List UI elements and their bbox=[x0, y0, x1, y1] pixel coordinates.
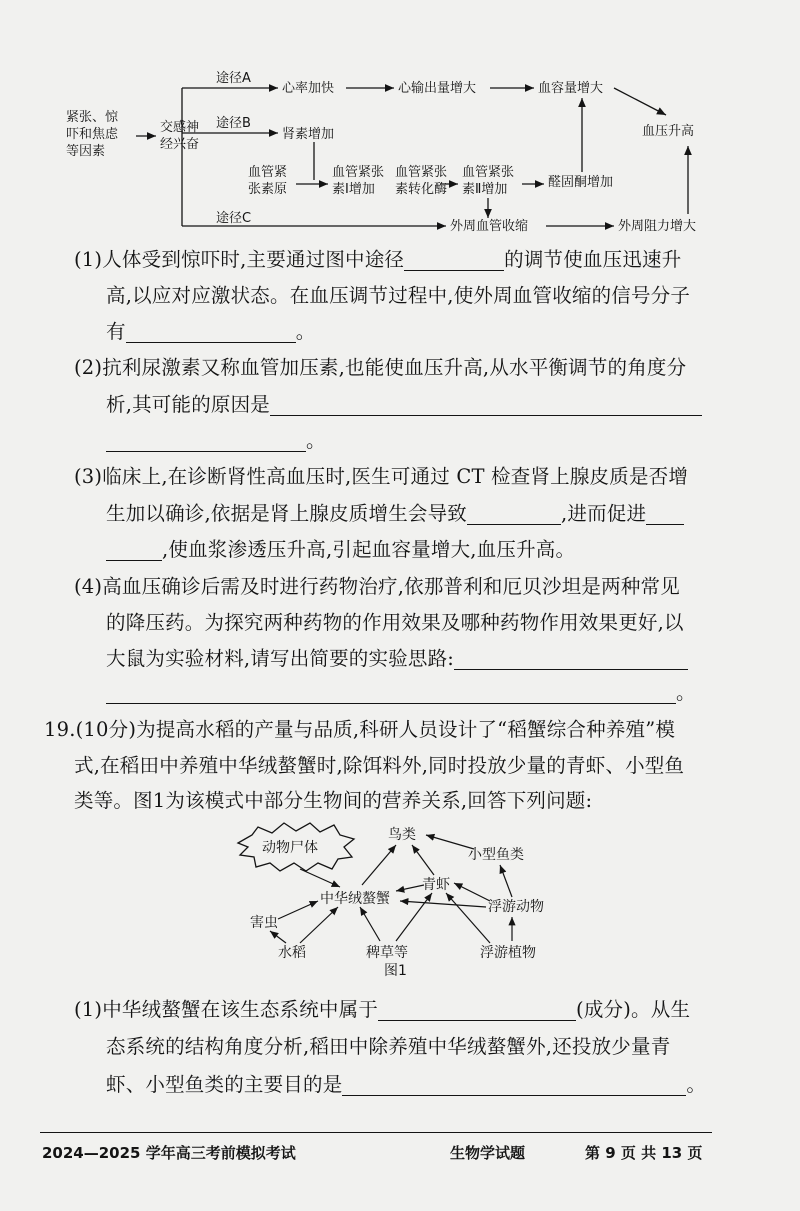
q18-part3-line1: (3)临床上,在诊断肾性高血压时,医生可通过 CT 检查肾上腺皮质是否增 bbox=[74, 465, 689, 488]
footer-page-number: 第 9 页 共 13 页 bbox=[585, 1144, 703, 1162]
q18-part1-line3: 有 。 bbox=[106, 320, 316, 343]
stimulus-line-1: 紧张、惊 bbox=[66, 110, 119, 125]
q19-part1-line3: 虾、小型鱼类的主要目的是 。 bbox=[106, 1073, 707, 1096]
path-a-label: 途径A bbox=[216, 71, 251, 86]
ace-line-1: 血管紧张 bbox=[395, 165, 448, 180]
q18-p1-blank-1[interactable] bbox=[404, 248, 504, 271]
path-c-label: 途径C bbox=[216, 211, 252, 226]
footer-exam-title: 2024—2025 学年高三考前模拟考试 bbox=[42, 1144, 296, 1162]
aldosterone-node: 醛固酮增加 bbox=[548, 175, 614, 190]
q19-part1-line1: (1)中华绒螯蟹在该生态系统中属于 (成分)。从生 bbox=[74, 998, 691, 1021]
q18-part4-line2: 的降压药。为探究两种药物的作用效果及哪种药物作用效果更好,以 bbox=[106, 611, 684, 634]
q18-p4-blank-1b[interactable] bbox=[106, 681, 676, 704]
q18-part1-line1: (1)人体受到惊吓时,主要通过图中途径 的调节使血压迅速升 bbox=[74, 248, 682, 271]
q18-p3-blank-2a[interactable] bbox=[646, 502, 684, 525]
q19-part1-line2: 态系统的结构角度分析,稻田中除养殖中华绒螯蟹外,还投放少量青 bbox=[106, 1035, 671, 1058]
q18-p4-blank-1a[interactable] bbox=[454, 647, 688, 670]
q19-intro-line3: 类等。图1为该模式中部分生物间的营养关系,回答下列问题: bbox=[74, 789, 593, 812]
q19-p1-blank-1[interactable] bbox=[378, 998, 576, 1021]
ang2-line-2: 素Ⅱ增加 bbox=[462, 182, 508, 197]
heart-rate-node: 心率加快 bbox=[282, 81, 335, 96]
crab-node: 中华绒螯蟹 bbox=[320, 891, 390, 907]
carcass-node: 动物尸体 bbox=[262, 840, 318, 856]
angiotensinogen-line-2: 张素原 bbox=[248, 182, 288, 197]
ang1-line-1: 血管紧张 bbox=[332, 165, 385, 180]
q18-p3-blank-1[interactable] bbox=[467, 502, 561, 525]
phytoplankton-node: 浮游植物 bbox=[480, 945, 536, 961]
weeds-node: 稗草等 bbox=[366, 945, 408, 961]
q18-part4-line3: 大鼠为实验材料,请写出简要的实验思路: bbox=[106, 642, 688, 676]
renin-node: 肾素增加 bbox=[282, 127, 335, 142]
sympathetic-line-1: 交感神 bbox=[160, 120, 200, 135]
zooplankton-node: 浮游动物 bbox=[488, 899, 544, 915]
shrimp-node: 青虾 bbox=[422, 877, 450, 893]
angiotensinogen-line-1: 血管紧 bbox=[248, 165, 288, 180]
q18-p1-blank-2[interactable] bbox=[126, 320, 296, 343]
q18-part2-line1: (2)抗利尿激素又称血管加压素,也能使血压升高,从水平衡调节的角度分 bbox=[74, 356, 687, 379]
sympathetic-line-2: 经兴奋 bbox=[160, 137, 200, 152]
blood-volume-node: 血容量增大 bbox=[538, 81, 604, 96]
pest-node: 害虫 bbox=[250, 915, 278, 931]
footer-rule bbox=[40, 1132, 712, 1133]
resistance-node: 外周阻力增大 bbox=[618, 219, 697, 234]
rice-node: 水稻 bbox=[278, 945, 306, 961]
q18-part2-line3: 。 bbox=[106, 424, 326, 458]
q18-p3-blank-2b[interactable] bbox=[106, 538, 162, 561]
ang2-line-1: 血管紧张 bbox=[462, 165, 515, 180]
q18-part2-line2: 析,其可能的原因是 bbox=[106, 388, 702, 422]
q19-p1-blank-2[interactable] bbox=[342, 1073, 686, 1096]
q18-part4-line1: (4)高血压确诊后需及时进行药物治疗,依那普利和厄贝沙坦是两种常见 bbox=[74, 575, 680, 598]
ang1-line-2: 素Ⅰ增加 bbox=[332, 182, 375, 197]
q19-intro-line2: 式,在稻田中养殖中华绒螯蟹时,除饵料外,同时投放少量的青虾、小型鱼 bbox=[74, 754, 685, 777]
q18-part3-line2: 生加以确诊,依据是肾上腺皮质增生会导致 ,进而促进 bbox=[106, 497, 684, 531]
q18-part4-line4: 。 bbox=[106, 676, 696, 710]
food-web-diagram bbox=[0, 815, 800, 985]
q19-intro-line1: 19.(10分)为提高水稻的产量与品质,科研人员设计了“稻蟹综合种养殖”模 bbox=[44, 718, 676, 741]
small-fish-node: 小型鱼类 bbox=[468, 847, 524, 863]
cardiac-output-node: 心输出量增大 bbox=[398, 81, 477, 96]
q18-part3-line3: ,使血浆渗透压升高,引起血容量增大,血压升高。 bbox=[106, 533, 575, 567]
q18-part1-line2: 高,以应对应激状态。在血压调节过程中,使外周血管收缩的信号分子 bbox=[106, 284, 691, 307]
path-b-label: 途径B bbox=[216, 116, 251, 131]
vasoconstriction-node: 外周血管收缩 bbox=[450, 219, 529, 234]
figure-caption: 图1 bbox=[384, 963, 407, 979]
q18-p2-blank-1b[interactable] bbox=[106, 429, 306, 452]
bp-regulation-diagram bbox=[0, 0, 800, 245]
footer-subject: 生物学试题 bbox=[450, 1144, 526, 1162]
q18-p2-blank-1a[interactable] bbox=[270, 393, 702, 416]
stimulus-line-3: 等因素 bbox=[66, 144, 106, 159]
birds-node: 鸟类 bbox=[388, 827, 416, 843]
ace-line-2: 素转化酶 bbox=[395, 182, 448, 197]
bp-rise-node: 血压升高 bbox=[642, 124, 695, 139]
stimulus-line-2: 吓和焦虑 bbox=[66, 127, 119, 142]
